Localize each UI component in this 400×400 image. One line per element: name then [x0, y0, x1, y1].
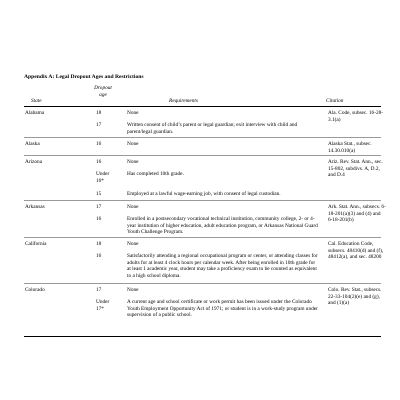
- row-10-requirements: Satisfactorily attending a regional occupational program or center, or attending classes for adults for at least 4 clock hours per calendar week. After being enrolled in 10th grade for at least 1 academic year, student may take a proficiency exam to be counted as equivalent to a high school diploma.: [127, 253, 318, 280]
- header-age-line2: age: [99, 91, 107, 98]
- row-11-age: 17: [96, 287, 102, 293]
- row-7-citation: Ark. Stat. Ann., subsecs. 6-18-201(a)(3) and (4) and 6-18-201(b): [328, 204, 386, 224]
- header-state: State: [31, 98, 42, 104]
- row-2-requirements: Written consent of child’s parent or legal guardian; exit interview with child and parent/legal guardian.: [127, 122, 298, 135]
- row-1-citation: Ala. Code, subsec. 16-28-3.1(a): [328, 110, 384, 123]
- row-3-citation: Alaska Stat., subsec. 14.30.010(a): [328, 141, 372, 154]
- row-5-requirements: Has completed 10th grade.: [127, 171, 184, 177]
- row-4-requirements: None: [127, 159, 139, 165]
- row-separator: [24, 237, 381, 238]
- row-8-age: 16: [96, 216, 102, 222]
- row-3-state: Alaska: [25, 141, 40, 147]
- row-5-age: Under 16*: [96, 171, 110, 184]
- row-3-age: 16: [96, 141, 102, 147]
- row-separator: [24, 137, 381, 138]
- header-citation: Citation: [326, 98, 344, 104]
- row-9-requirements: None: [127, 241, 139, 247]
- row-7-requirements: None: [127, 204, 139, 210]
- row-separator: [24, 283, 381, 284]
- row-9-citation: Cal. Education Code, subsecs. 48410(d) and (f), 48412(a), and sec. 48200: [328, 241, 384, 261]
- header-requirements: Requirements: [169, 98, 198, 104]
- page-title: Appendix A: Legal Dropout Ages and Restrictions: [24, 74, 144, 80]
- row-2-age: 17: [96, 122, 102, 128]
- row-1-state: Alabama: [25, 110, 45, 116]
- header-dropout-age: [93, 85, 113, 98]
- row-3-requirements: None: [127, 141, 139, 147]
- row-7-state: Arkansas: [25, 204, 45, 210]
- row-7-age: 17: [96, 204, 102, 210]
- row-separator: [24, 155, 381, 156]
- row-1-age: 18: [96, 110, 102, 116]
- row-9-state: California: [25, 241, 47, 247]
- row-11-state: Colorado: [25, 287, 45, 293]
- row-8-requirements: Enrolled in a postsecondary vocational technical institution, community college, 2- or 4-year institution of higher education, adult education program, or Arkansas National Guard Youth Challenge Program.: [127, 216, 318, 236]
- row-separator: [24, 200, 381, 201]
- row-4-citation: Ariz. Rev. Stat. Ann., sec. 15-802, subdivs. A, D.2, and D.4: [328, 159, 383, 179]
- table-bottom-rule: [24, 336, 381, 337]
- row-11-requirements: None: [127, 287, 139, 293]
- row-1-requirements: None: [127, 110, 139, 116]
- header-age-line1: Dropout: [94, 85, 112, 91]
- header-rule: [24, 106, 381, 107]
- row-6-requirements: Employed at a lawful wage-earning job, with consent of legal custodian.: [127, 191, 281, 197]
- row-6-age: 15: [96, 191, 102, 197]
- row-11-citation: Colo. Rev. Stat., subsecs. 22-33-104(2)(e) and (g), and (1)(a): [328, 287, 382, 307]
- row-4-age: 16: [96, 159, 102, 165]
- row-10-age: 16: [96, 253, 102, 259]
- row-4-state: Arizona: [25, 159, 43, 165]
- row-12-age: Under 17*: [96, 299, 110, 312]
- row-12-requirements: A current age and school certificate or work permit has been issued under the Colorado Youth Employment Opportunity Act of 1971; or student is in a work-study program under supervision of a public school.: [127, 299, 318, 319]
- row-9-age: 18: [96, 241, 102, 247]
